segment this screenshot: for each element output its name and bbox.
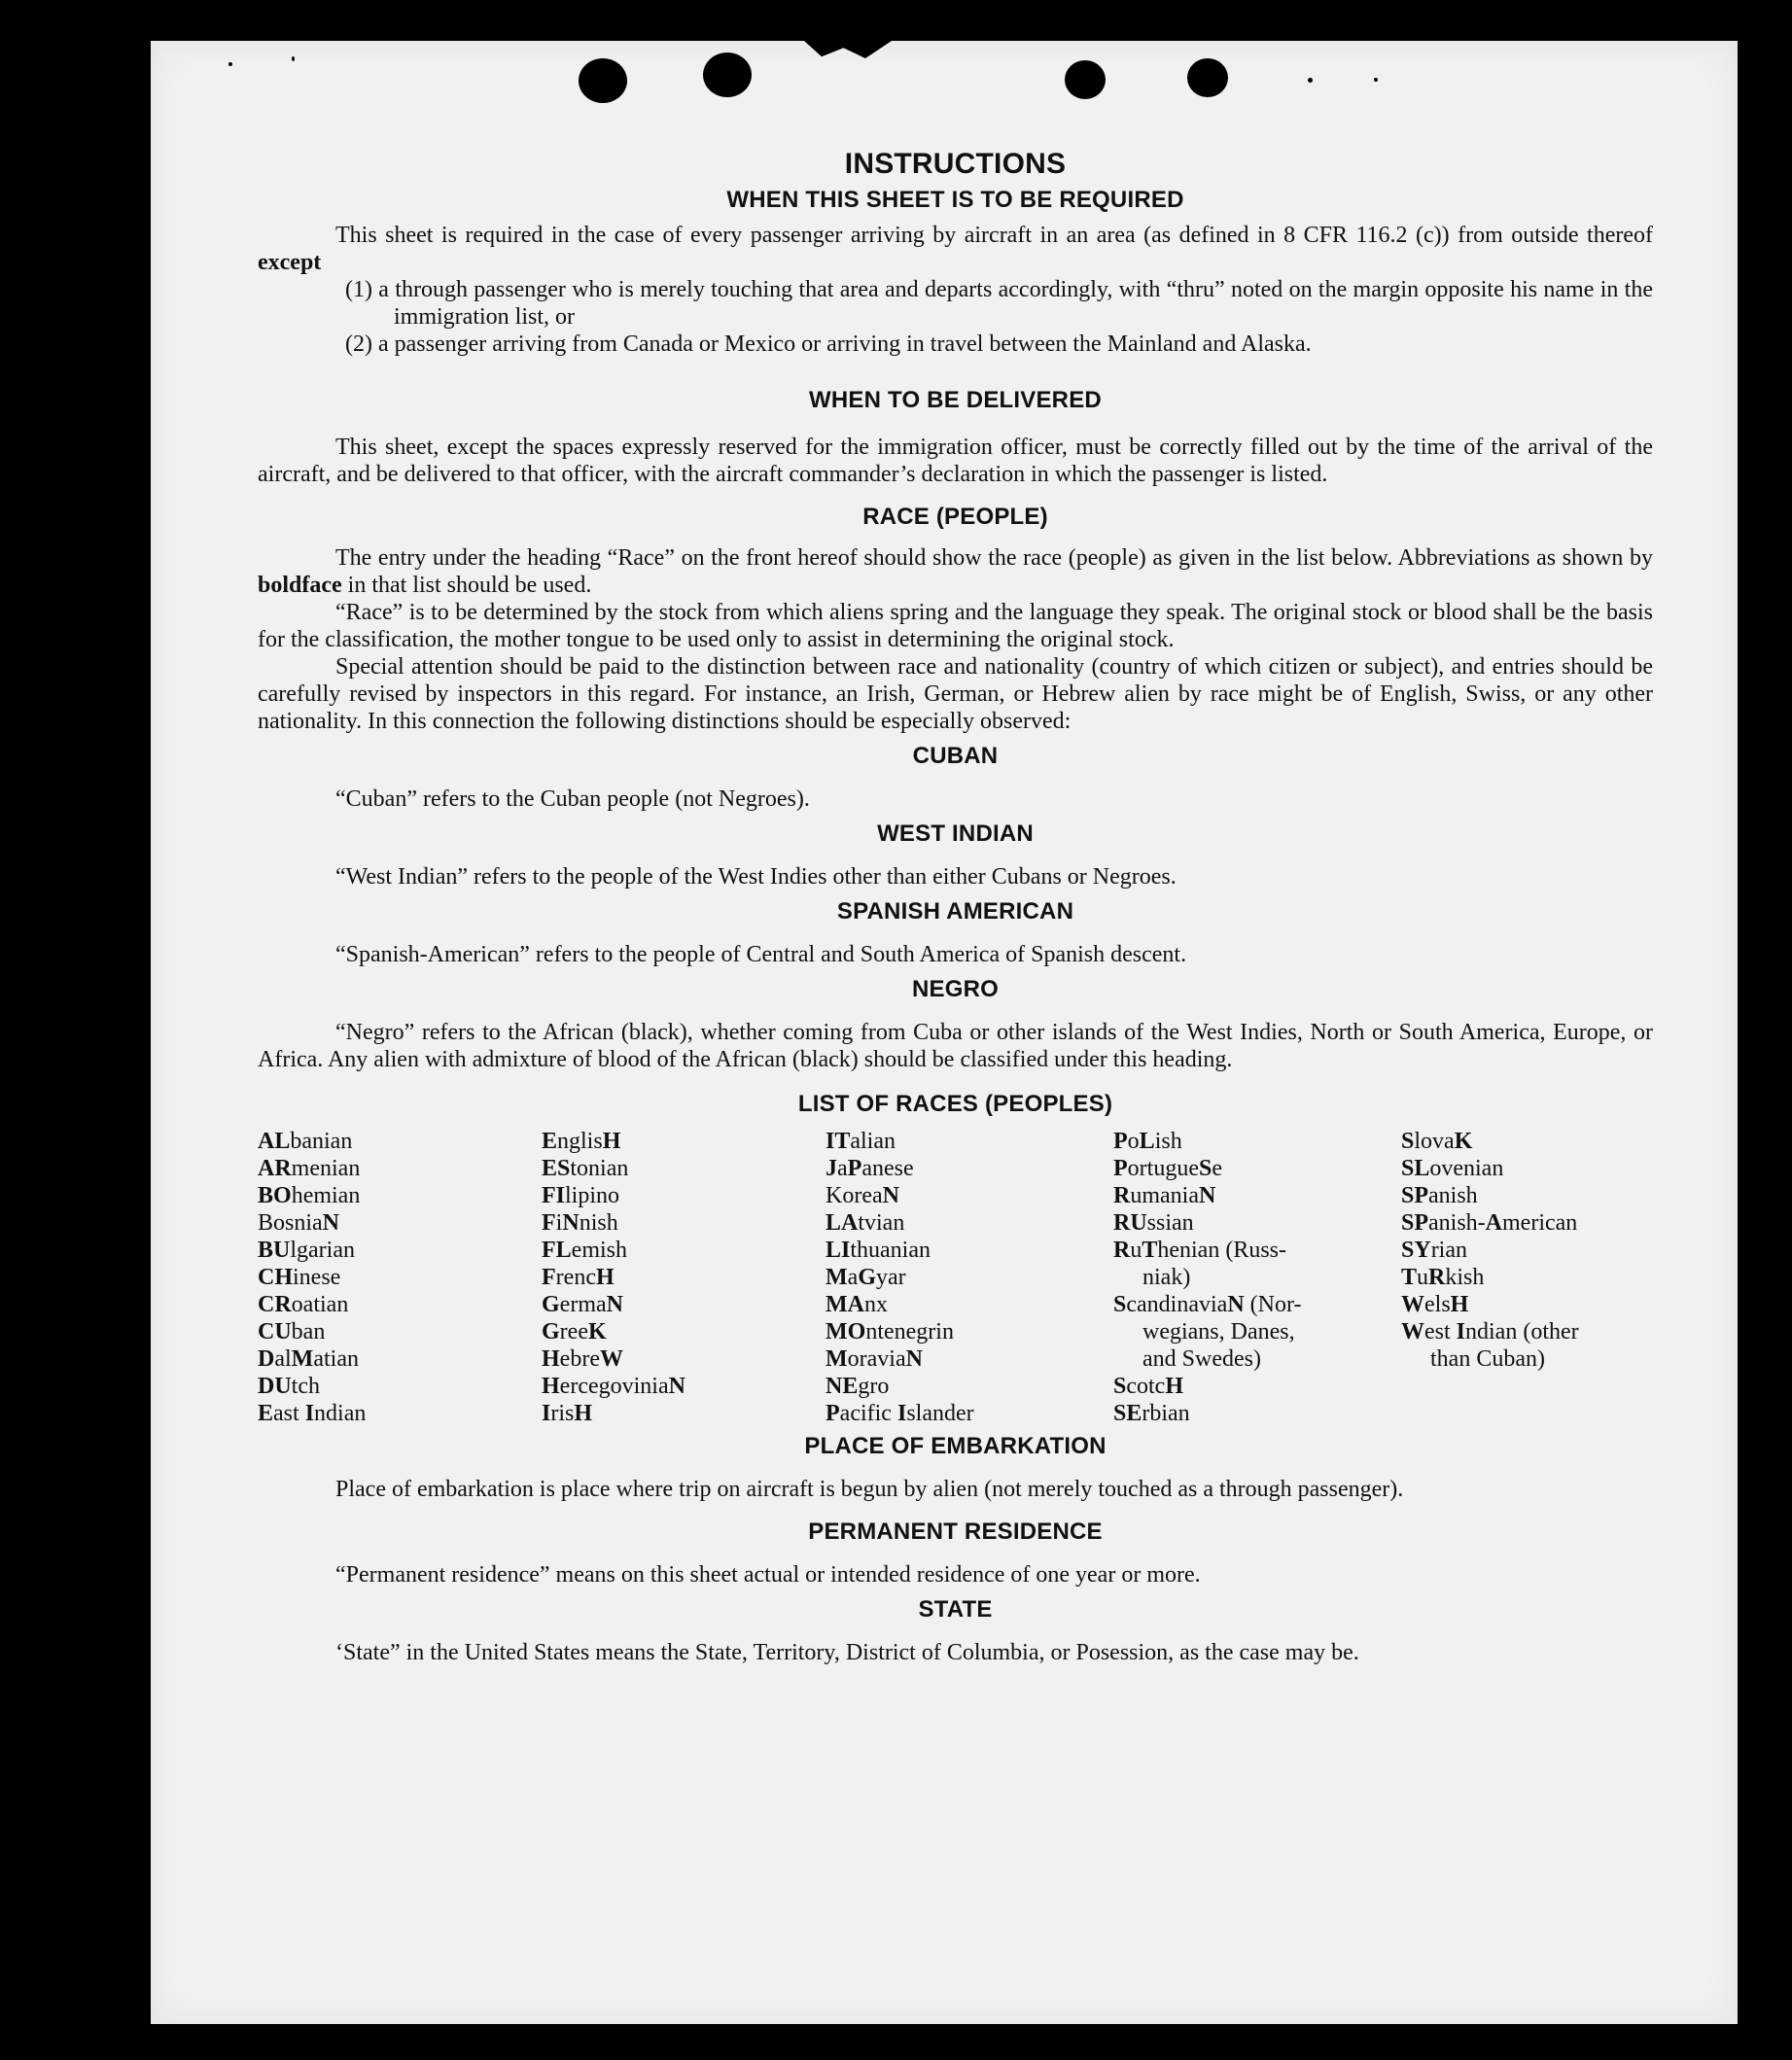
race-entry: [258, 1209, 542, 1237]
race-text: inese: [293, 1265, 341, 1290]
race-text: est: [1424, 1319, 1457, 1344]
race-text: slander: [906, 1401, 974, 1426]
race-abbrev: MA: [826, 1292, 864, 1317]
heading-when-delivered: WHEN TO BE DELIVERED: [809, 387, 1102, 413]
exception-item-1: (1) a through passenger who is merely touching that area and departs accordingly, with “thru” noted on the margin opposite his name in the immigration list, or: [345, 277, 1653, 330]
race-abbrev: I: [1456, 1319, 1466, 1344]
race-abbrev: FL: [542, 1238, 572, 1263]
race-entry: [542, 1400, 826, 1427]
race-abbrev: W: [1401, 1292, 1424, 1317]
race-abbrev: W: [1401, 1319, 1424, 1344]
paragraph-cuban: “Cuban” refers to the Cuban people (not Negroes).: [335, 786, 810, 812]
races-list: [258, 1128, 1653, 1427]
race-abbrev: E: [258, 1401, 274, 1426]
race-abbrev: M: [826, 1346, 848, 1372]
race-abbrev: SE: [1113, 1401, 1142, 1426]
race-entry: [1401, 1182, 1653, 1209]
race-abbrev: H: [542, 1346, 560, 1372]
race-entry: [1401, 1345, 1653, 1373]
race-entry: [1401, 1318, 1653, 1345]
text: This sheet is required in the case of every passenger arriving by aircraft in an area (as defined in 8 CFR 116.2 (c)) from outside thereof: [335, 223, 1653, 248]
race-abbrev: K: [587, 1319, 607, 1344]
race-abbrev: R: [1428, 1265, 1446, 1290]
race-abbrev: NE: [826, 1374, 859, 1399]
race-text: nx: [863, 1292, 888, 1317]
race-text: anese: [861, 1156, 914, 1181]
race-text: cotc: [1126, 1374, 1166, 1399]
race-abbrev: H: [1450, 1292, 1469, 1317]
race-abbrev: P: [847, 1156, 862, 1181]
paragraph-race-3: Special attention should be paid to the distinction between race and nationality (country of which citizen or subject), and entries should be carefully revised by inspectors in this regard. For instance, an Irish, German, or Hebrew alien by race might be of English, Swiss, or any other nationality. In this connection the following distinctions should be especially observed:: [258, 654, 1653, 734]
race-abbrev: H: [602, 1129, 621, 1154]
race-text: ntenegrin: [865, 1319, 954, 1344]
heading-state: STATE: [918, 1596, 993, 1623]
speck: [1374, 78, 1378, 82]
race-entry: [542, 1128, 826, 1155]
race-text: rian: [1430, 1238, 1467, 1263]
race-entry: [826, 1400, 1113, 1427]
race-text: and Swedes): [1142, 1346, 1261, 1372]
race-entry: [258, 1237, 542, 1264]
race-abbrev: H: [1165, 1374, 1184, 1399]
race-entry: [258, 1373, 542, 1400]
race-text: ortugue: [1127, 1156, 1199, 1181]
race-abbrev: J: [826, 1156, 837, 1181]
race-text: u: [1130, 1238, 1142, 1263]
race-entry: [258, 1128, 542, 1155]
race-text: ebre: [559, 1346, 600, 1372]
race-entry: [826, 1182, 1113, 1209]
punch-hole: [579, 58, 627, 103]
race-text: ree: [559, 1319, 588, 1344]
race-entry: [826, 1373, 1113, 1400]
race-entry: [258, 1155, 542, 1182]
race-text: tonian: [570, 1156, 629, 1181]
race-abbrev: N: [1198, 1183, 1216, 1208]
race-entry: [1113, 1264, 1401, 1291]
race-abbrev: R: [1113, 1238, 1131, 1263]
paragraph-state: ‘State” in the United States means the State, Territory, District of Columbia, or Posession, as the case may be.: [335, 1640, 1359, 1665]
paragraph-race-1: [258, 544, 1653, 599]
race-text: ban: [291, 1319, 326, 1344]
race-entry: [542, 1237, 826, 1264]
race-text: a: [847, 1265, 859, 1290]
paragraph-spanish-american: “Spanish-American” refers to the people of Central and South America of Spanish descent.: [335, 942, 1187, 967]
race-text: tvian: [858, 1210, 905, 1236]
race-abbrev: BU: [258, 1238, 291, 1263]
race-text: ssian: [1146, 1210, 1194, 1236]
race-entry: [826, 1128, 1113, 1155]
race-abbrev: F: [542, 1265, 556, 1290]
heading-race: RACE (PEOPLE): [862, 504, 1048, 530]
race-text: ercegovinia: [559, 1374, 669, 1399]
race-abbrev: DU: [258, 1374, 292, 1399]
paragraph-when-delivered: This sheet, except the spaces expressly reserved for the immigration officer, must be correctly filled out by the time of the arrival of the aircraft, and be delivered to that officer, with the aircraft commander’s declaration in which the passenger is listed.: [258, 435, 1653, 487]
race-entry: [1113, 1373, 1401, 1400]
race-entry: [1113, 1209, 1401, 1237]
punch-hole: [1187, 58, 1228, 97]
race-abbrev: N: [562, 1210, 580, 1236]
race-abbrev: I: [542, 1401, 551, 1426]
race-text: kish: [1445, 1265, 1485, 1290]
race-abbrev: SP: [1401, 1210, 1429, 1236]
document-content: [258, 146, 1653, 1666]
race-text: ndian (other: [1465, 1319, 1579, 1344]
paragraph-permanent-residence: “Permanent residence” means on this sheet actual or intended residence of one year or more.: [335, 1562, 1201, 1588]
races-column: [1113, 1128, 1401, 1427]
race-abbrev: G: [542, 1292, 560, 1317]
race-entry: [1401, 1128, 1653, 1155]
race-abbrev: P: [826, 1401, 840, 1426]
race-text: Korea: [826, 1183, 883, 1208]
race-abbrev: H: [574, 1401, 593, 1426]
race-abbrev: CU: [258, 1319, 292, 1344]
race-text: lipino: [565, 1183, 620, 1208]
race-abbrev: H: [542, 1374, 560, 1399]
text: The entry under the heading “Race” on the front hereof should show the race (people) as given in the list below. Abbreviations as shown by: [335, 545, 1653, 571]
race-entry: [258, 1345, 542, 1373]
race-text: ovenian: [1429, 1156, 1504, 1181]
race-abbrev: AL: [258, 1129, 291, 1154]
paragraph-embarkation: Place of embarkation is place where trip on aircraft is begun by alien (not merely touched as a through passenger).: [335, 1477, 1404, 1502]
race-text: a: [837, 1156, 848, 1181]
race-abbrev: CH: [258, 1265, 293, 1290]
races-column: [258, 1128, 542, 1427]
race-abbrev: SL: [1401, 1156, 1430, 1181]
race-text: al: [274, 1346, 292, 1372]
race-entry: [826, 1155, 1113, 1182]
race-text: yar: [875, 1265, 906, 1290]
race-text: atian: [313, 1346, 359, 1372]
race-entry: [1113, 1291, 1401, 1318]
race-entry: [1401, 1209, 1653, 1237]
race-entry: [542, 1155, 826, 1182]
race-abbrev: BO: [258, 1183, 292, 1208]
race-entry: [258, 1182, 542, 1209]
race-text: merican: [1502, 1210, 1578, 1236]
race-entry: [258, 1400, 542, 1427]
race-entry: [1113, 1128, 1401, 1155]
race-text: henian (Russ-: [1157, 1238, 1287, 1263]
race-text: tch: [291, 1374, 320, 1399]
race-text: els: [1424, 1292, 1451, 1317]
race-abbrev: T: [1142, 1238, 1158, 1263]
race-abbrev: G: [858, 1265, 876, 1290]
race-text: menian: [291, 1156, 361, 1181]
race-text: ris: [550, 1401, 575, 1426]
race-text: than Cuban): [1430, 1346, 1545, 1372]
paragraph-when-required: [258, 222, 1653, 276]
race-text: ish: [1154, 1129, 1182, 1154]
race-entry: [258, 1291, 542, 1318]
race-abbrev: N: [1227, 1292, 1245, 1317]
race-text: lgarian: [290, 1238, 355, 1263]
race-text: umania: [1130, 1183, 1199, 1208]
heading-spanish-american: SPANISH AMERICAN: [836, 898, 1074, 925]
race-abbrev: F: [542, 1210, 556, 1236]
race-entry: [542, 1182, 826, 1209]
race-abbrev: AR: [258, 1156, 292, 1181]
race-entry: [826, 1237, 1113, 1264]
emphasis: boldface: [258, 573, 342, 598]
race-abbrev: RU: [1113, 1210, 1147, 1236]
race-text: emish: [571, 1238, 627, 1263]
heading-when-required: WHEN THIS SHEET IS TO BE REQUIRED: [726, 187, 1184, 213]
race-abbrev: SY: [1401, 1238, 1431, 1263]
race-abbrev: SP: [1401, 1183, 1429, 1208]
race-abbrev: W: [599, 1346, 623, 1372]
text: in that list should be used.: [347, 573, 592, 598]
race-text: oravia: [847, 1346, 906, 1372]
heading-west-indian: WEST INDIAN: [877, 821, 1034, 847]
race-abbrev: N: [322, 1210, 340, 1236]
races-column: [826, 1128, 1113, 1427]
race-abbrev: CR: [258, 1292, 292, 1317]
race-text: niak): [1142, 1265, 1191, 1290]
race-abbrev: ES: [542, 1156, 571, 1181]
race-entry: [1401, 1237, 1653, 1264]
race-text: ast: [273, 1401, 305, 1426]
race-text: gro: [858, 1374, 890, 1399]
race-abbrev: R: [1113, 1183, 1131, 1208]
race-abbrev: P: [1113, 1156, 1128, 1181]
race-entry: [1113, 1237, 1401, 1264]
race-text: rbian: [1142, 1401, 1190, 1426]
race-abbrev: D: [258, 1346, 275, 1372]
race-text: erma: [559, 1292, 607, 1317]
race-entry: [826, 1209, 1113, 1237]
speck: [1308, 78, 1313, 83]
paragraph-west-indian: “West Indian” refers to the people of the West Indies other than either Cubans or Negroes.: [335, 864, 1177, 890]
paragraph-race-2: “Race” is to be determined by the stock from which aliens spring and the language they speak. The original stock or blood shall be the basis for the classification, the mother tongue to be used only to assist in determining the original stock.: [258, 600, 1653, 652]
race-text: renc: [555, 1265, 596, 1290]
heading-embarkation: PLACE OF EMBARKATION: [804, 1433, 1107, 1459]
race-text: (Nor-: [1244, 1292, 1302, 1317]
race-text: i: [555, 1210, 563, 1236]
race-entry: [1401, 1155, 1653, 1182]
race-text: e: [1212, 1156, 1222, 1181]
race-text: nglis: [557, 1129, 603, 1154]
race-entry: [1113, 1182, 1401, 1209]
race-text: o: [1127, 1129, 1140, 1154]
race-entry: [1113, 1155, 1401, 1182]
heading-cuban: CUBAN: [912, 743, 999, 769]
race-abbrev: N: [606, 1292, 623, 1317]
race-abbrev: A: [1485, 1210, 1503, 1236]
race-text: acific: [839, 1401, 897, 1426]
race-text: oatian: [291, 1292, 349, 1317]
race-entry: [542, 1209, 826, 1237]
race-abbrev: L: [1139, 1129, 1155, 1154]
race-abbrev: IT: [826, 1129, 851, 1154]
race-text: alian: [850, 1129, 896, 1154]
race-text: lova: [1414, 1129, 1455, 1154]
race-entry: [1401, 1264, 1653, 1291]
race-text: banian: [290, 1129, 353, 1154]
race-entry: [1113, 1318, 1401, 1345]
race-entry: [1113, 1400, 1401, 1427]
race-text: u: [1417, 1265, 1429, 1290]
race-text: anish: [1428, 1183, 1478, 1208]
race-entry: [826, 1345, 1113, 1373]
race-text: ndian: [314, 1401, 367, 1426]
page-title: INSTRUCTIONS: [844, 148, 1067, 180]
speck: [228, 62, 232, 66]
heading-negro: NEGRO: [911, 976, 999, 1002]
heading-permanent-residence: PERMANENT RESIDENCE: [808, 1519, 1103, 1545]
paragraph-negro: “Negro” refers to the African (black), whether coming from Cuba or other islands of the West Indies, North or South America, Europe, or Africa. Any alien with admixture of blood of the African (black) should be classified under this heading.: [258, 1020, 1653, 1072]
heading-list-of-races: LIST OF RACES (PEOPLES): [797, 1091, 1113, 1117]
race-abbrev: P: [1113, 1129, 1128, 1154]
races-column: [542, 1128, 826, 1427]
paper-tear: [804, 41, 892, 58]
race-abbrev: N: [882, 1183, 899, 1208]
race-entry: [258, 1318, 542, 1345]
race-abbrev: I: [896, 1401, 907, 1426]
race-abbrev: G: [542, 1319, 560, 1344]
race-abbrev: LA: [826, 1210, 859, 1236]
race-abbrev: M: [291, 1346, 314, 1372]
race-abbrev: N: [668, 1374, 685, 1399]
race-entry: [826, 1291, 1113, 1318]
race-abbrev: S: [1198, 1156, 1212, 1181]
race-abbrev: S: [1113, 1374, 1127, 1399]
race-text: anish-: [1428, 1210, 1486, 1236]
race-entry: [258, 1264, 542, 1291]
race-entry: [542, 1345, 826, 1373]
race-abbrev: K: [1454, 1129, 1473, 1154]
race-text: Bosnia: [258, 1210, 323, 1236]
race-text: thuanian: [850, 1238, 931, 1263]
punch-hole: [703, 52, 752, 97]
race-text: candinavia: [1126, 1292, 1228, 1317]
race-abbrev: E: [542, 1129, 558, 1154]
race-entry: [1401, 1291, 1653, 1318]
races-column: [1401, 1128, 1653, 1427]
race-entry: [1113, 1345, 1401, 1373]
speck: [292, 56, 295, 61]
race-text: wegians, Danes,: [1142, 1319, 1295, 1344]
race-abbrev: H: [595, 1265, 615, 1290]
race-abbrev: S: [1113, 1292, 1127, 1317]
race-text: nish: [579, 1210, 618, 1236]
race-abbrev: LI: [826, 1238, 851, 1263]
race-abbrev: I: [304, 1401, 315, 1426]
race-abbrev: T: [1401, 1265, 1418, 1290]
emphasis: except: [258, 250, 322, 275]
race-abbrev: M: [826, 1265, 848, 1290]
race-entry: [542, 1318, 826, 1345]
race-abbrev: MO: [826, 1319, 866, 1344]
exception-item-2: (2) a passenger arriving from Canada or Mexico or arriving in travel between the Mainland and Alaska.: [345, 332, 1312, 357]
race-abbrev: S: [1401, 1129, 1415, 1154]
race-entry: [826, 1264, 1113, 1291]
race-entry: [542, 1264, 826, 1291]
race-abbrev: FI: [542, 1183, 565, 1208]
race-entry: [542, 1291, 826, 1318]
punch-hole: [1065, 60, 1106, 99]
race-text: hemian: [291, 1183, 361, 1208]
race-entry: [826, 1318, 1113, 1345]
race-entry: [542, 1373, 826, 1400]
race-abbrev: N: [905, 1346, 923, 1372]
